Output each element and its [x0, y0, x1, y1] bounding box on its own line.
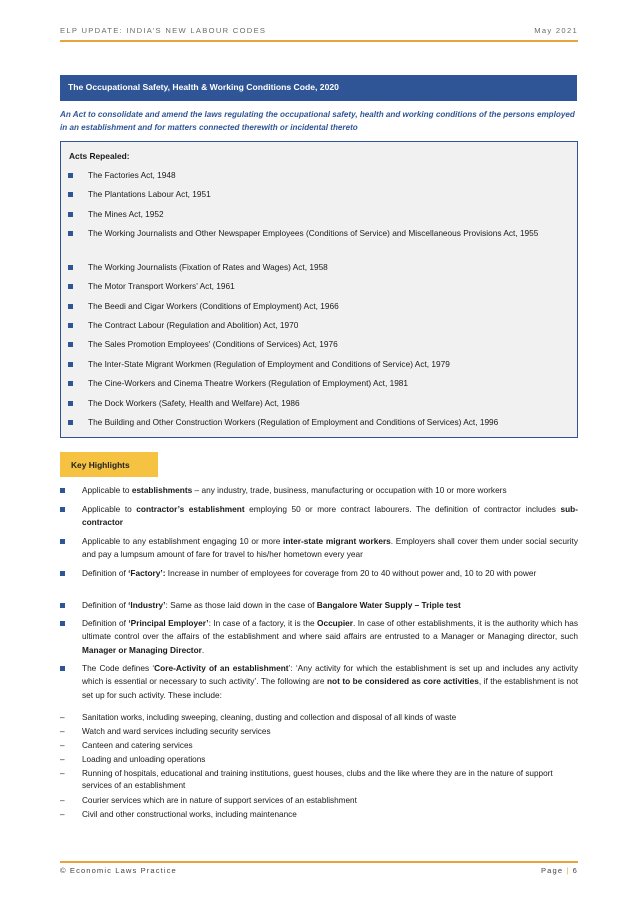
dash-icon: – — [60, 796, 65, 805]
list-item: – Watch and ward services including security services — [60, 726, 578, 738]
bullet-icon — [68, 231, 73, 236]
header-rule — [60, 40, 578, 42]
bullet-icon — [68, 362, 73, 367]
highlight-item: Applicable to establishments – any industry, trade, business, manufacturing or occupation with 10 or more workers — [60, 484, 578, 497]
highlight-item: Applicable to contractor’s establishment employing 50 or more contract labourers. The definition of contractor includes sub-contractor — [60, 503, 578, 530]
list-item: The Dock Workers (Safety, Health and Welfare) Act, 1986 — [68, 397, 570, 410]
bullet-icon — [60, 507, 65, 512]
bullet-icon — [60, 666, 65, 671]
bullet-icon — [68, 323, 73, 328]
list-item: – Canteen and catering services — [60, 740, 578, 752]
list-item: – Sanitation works, including sweeping, cleaning, dusting and collection and disposal of all kinds of waste — [60, 712, 578, 724]
dash-icon: – — [60, 755, 65, 764]
list-item: – Civil and other constructional works, including maintenance — [60, 809, 578, 821]
highlight-item: Definition of ‘Principal Employer’: In case of a factory, it is the Occupier. In case of other establishments, it is the authority which has ultimate control over the affairs of the establishment and where said affairs are entrusted to a Manager or Managing director, such Manager or Managing Director. — [60, 617, 578, 657]
list-item: The Beedi and Cigar Workers (Conditions of Employment) Act, 1966 — [68, 300, 570, 313]
code-title-bar: The Occupational Safety, Health & Working Conditions Code, 2020 — [60, 75, 577, 101]
acts-repealed-box — [60, 141, 578, 438]
bullet-icon — [68, 284, 73, 289]
list-item: The Plantations Labour Act, 1951 — [68, 188, 570, 201]
list-item: The Motor Transport Workers' Act, 1961 — [68, 280, 570, 293]
dash-icon: – — [60, 727, 65, 736]
highlight-item: Definition of ‘Industry’: Same as those laid down in the case of Bangalore Water Supply – Triple test — [60, 599, 578, 612]
highlight-item: Definition of ‘Factory’: Increase in number of employees for coverage from 20 to 40 without power and, 10 to 20 with power — [60, 567, 578, 580]
code-preamble: An Act to consolidate and amend the laws regulating the occupational safety, health and working conditions of the persons employed in an establishment and for matters connected therewith or incidental thereto — [60, 110, 575, 132]
list-item: The Cine-Workers and Cinema Theatre Workers (Regulation of Employment) Act, 1981 — [68, 377, 570, 390]
bullet-icon — [60, 603, 65, 608]
highlight-item: Applicable to any establishment engaging 10 or more inter-state migrant workers. Employers shall cover them under social security and pay a lumpsum amount of fare for travel to his/her hometown every year — [60, 535, 578, 562]
bullet-icon — [68, 420, 73, 425]
list-item: The Inter-State Migrant Workmen (Regulation of Employment and Conditions of Service) Act, 1979 — [68, 358, 570, 371]
list-item: The Working Journalists (Fixation of Rates and Wages) Act, 1958 — [68, 261, 570, 274]
list-item: – Loading and unloading operations — [60, 754, 578, 766]
page-footer — [60, 866, 578, 880]
dash-icon: – — [60, 741, 65, 750]
bullet-icon — [68, 381, 73, 386]
bullet-icon — [68, 265, 73, 270]
list-item: The Sales Promotion Employees' (Conditions of Services) Act, 1976 — [68, 338, 570, 351]
list-item: – Courier services which are in nature of support services of an establishment — [60, 795, 578, 807]
highlight-item: The Code defines ‘Core-Activity of an establishment’: ‘Any activity for which the establishment is set up and includes any activity which is essential or necessary to such activity’. The following are not to be considered as core activities, if the establishment is not set up for such activity. These include: — [60, 662, 578, 702]
list-item: The Contract Labour (Regulation and Abolition) Act, 1970 — [68, 319, 570, 332]
key-highlights-label: Key Highlights — [60, 452, 158, 477]
footer-copyright: © Economic Laws Practice — [60, 866, 177, 875]
bullet-icon — [60, 488, 65, 493]
list-item: The Factories Act, 1948 — [68, 169, 570, 182]
bullet-icon — [68, 401, 73, 406]
bullet-icon — [68, 192, 73, 197]
page-header — [60, 22, 578, 40]
page-number: Page | 6 — [541, 866, 578, 875]
header-date: May 2021 — [534, 26, 578, 35]
bullet-icon — [68, 173, 73, 178]
bullet-icon — [60, 539, 65, 544]
list-item: The Working Journalists and Other Newspaper Employees (Conditions of Service) and Miscellaneous Provisions Act, 1955 — [68, 227, 570, 240]
bullet-icon — [60, 621, 65, 626]
acts-repealed-heading: Acts Repealed: — [69, 151, 130, 161]
dash-icon: – — [60, 769, 65, 778]
dash-icon: – — [60, 713, 65, 722]
header-title: ELP UPDATE: INDIA’S NEW LABOUR CODES — [60, 26, 267, 35]
bullet-icon — [68, 212, 73, 217]
list-item: The Building and Other Construction Workers (Regulation of Employment and Conditions of Services) Act, 1996 — [68, 416, 570, 429]
footer-rule — [60, 861, 578, 863]
bullet-icon — [60, 571, 65, 576]
list-item: The Mines Act, 1952 — [68, 208, 570, 221]
bullet-icon — [68, 342, 73, 347]
dash-icon: – — [60, 810, 65, 819]
bullet-icon — [68, 304, 73, 309]
list-item: – Running of hospitals, educational and training institutions, guest houses, clubs and the like where they are in the nature of support services of an establishment — [60, 769, 553, 791]
